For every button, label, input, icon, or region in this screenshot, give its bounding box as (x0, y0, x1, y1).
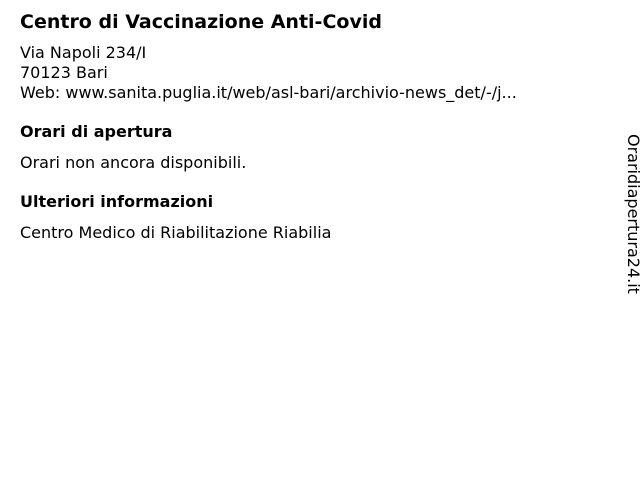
postal-city: 70123 Bari (20, 63, 108, 82)
place-title: Centro di Vaccinazione Anti-Covid (20, 11, 382, 33)
street-address: Via Napoli 234/I (20, 43, 147, 62)
site-watermark: Oraridiapertura24.it (624, 134, 643, 294)
place-details (20, 9, 595, 243)
opening-hours-text: Orari non ancora disponibili. (20, 153, 247, 172)
website-link[interactable]: Web: www.sanita.puglia.it/web/asl-bari/archivio-news_det/-/j... (20, 83, 517, 102)
more-info-heading: Ulteriori informazioni (20, 192, 214, 211)
opening-hours-heading: Orari di apertura (20, 122, 173, 141)
more-info-text: Centro Medico di Riabilitazione Riabilia (20, 223, 332, 242)
